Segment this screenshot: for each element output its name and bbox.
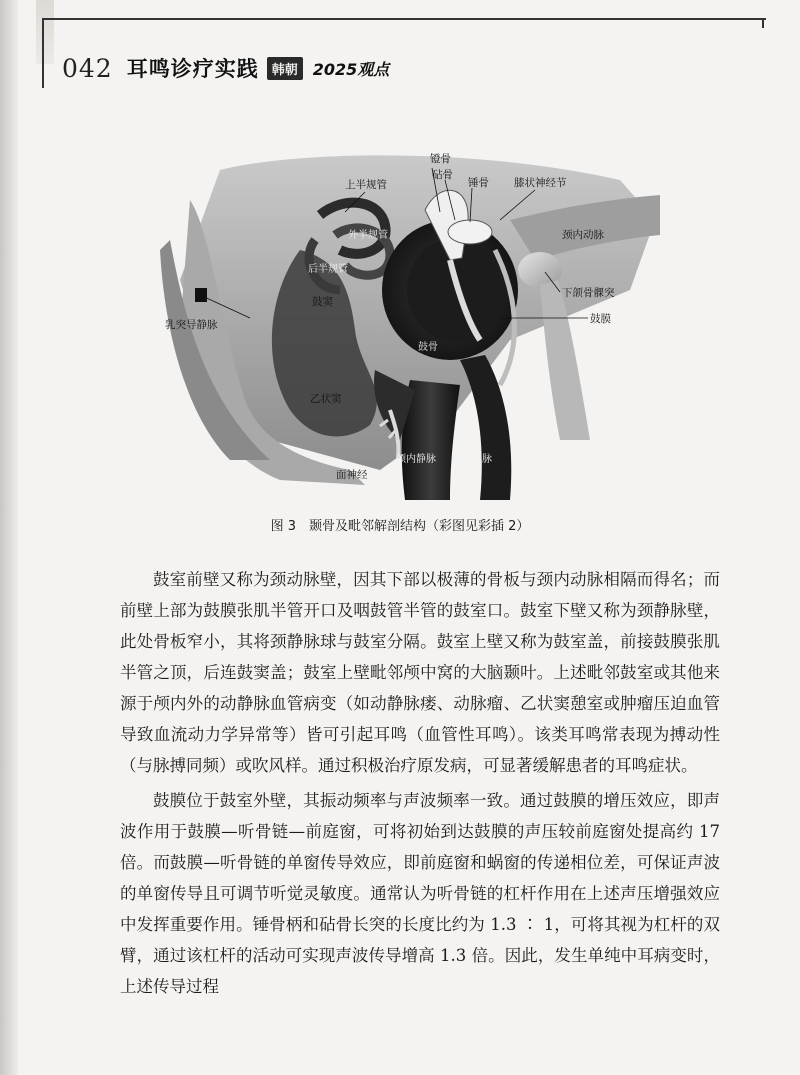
header-rule-tick (762, 18, 764, 28)
label-malleus: 锤骨 (468, 177, 489, 189)
body-text (120, 564, 720, 1006)
label-tympanic-bone: 鼓骨 (418, 342, 438, 353)
label-incus: 砧骨 (432, 169, 453, 181)
label-posterior-canal: 后半规管 (308, 264, 348, 275)
temporal-bone-illustration (150, 140, 670, 500)
label-facial-nerve: 面神经 (336, 469, 368, 481)
label-stapes: 镫骨 (430, 153, 451, 165)
anatomy-figure (150, 140, 670, 500)
scan-edge (0, 0, 18, 1075)
label-antrum: 鼓窦 (312, 296, 333, 308)
label-carotid-artery-top: 颈内动脉 (562, 229, 604, 241)
author-badge: 韩朝 (267, 57, 303, 80)
edition-label: 2025观点 (312, 59, 390, 79)
corner-decoration (36, 0, 54, 64)
label-condyle: 下颌骨髁突 (562, 287, 615, 299)
label-mastoid-emissary-vein: 乳突导静脉 (165, 319, 218, 331)
running-header (62, 48, 389, 88)
header-rule (42, 18, 766, 20)
label-tympanic-membrane: 鼓膜 (590, 313, 611, 325)
book-title: 耳鸣诊疗实践 (126, 57, 259, 81)
page-number: 042 (62, 53, 113, 83)
label-carotid-artery-bottom: 颈内动脉 (452, 454, 492, 465)
paragraph: 鼓室前壁又称为颈动脉壁，因其下部以极薄的骨板与颈内动脉相隔而得名；而前壁上部为鼓膜张肌半管开口及咽鼓管半管的鼓室口。鼓室下壁又称为颈静脉壁，此处骨板窄小，其将颈静脉球与鼓室分隔。鼓室上壁又称为鼓室盖，前接鼓膜张肌半管之顶，后连鼓窦盖；鼓室上壁毗邻颅中窝的大脑颞叶。上述毗邻鼓室或其他来源于颅内外的动静脉血管病变（如动静脉瘘、动脉瘤、乙状窦憩室或肿瘤压迫血管导致血流动力学异常等）皆可引起耳鸣（血管性耳鸣）。该类耳鸣常表现为搏动性（与脉搏同频）或吹风样。通过积极治疗原发病，可显著缓解患者的耳鸣症状。 (120, 570, 720, 775)
paragraph: 鼓膜位于鼓室外壁，其振动频率与声波频率一致。通过鼓膜的增压效应，即声波作用于鼓膜—听骨链—前庭窗，可将初始到达鼓膜的声压较前庭窗处提高约 17 倍。而鼓膜—听骨链的单窗传导效应，即前庭窗和蜗窗的传递相位差，可保证声波的单窗传导且可调节听觉灵敏度。通常认为听骨链的杠杆作用在上述声压增强效应中发挥重要作用。锤骨柄和砧骨长突的长度比约为 1.3 ∶ 1，可将其视为杠杆的双臂，通过该杠杆的活动可实现声波传导增高 1.3 倍。因此，发生单纯中耳病变时，上述传导过程 (120, 791, 720, 996)
label-jugular-vein: 颈内静脉 (396, 454, 436, 465)
label-geniculate-ganglion: 膝状神经节 (514, 177, 567, 189)
label-sigmoid-sinus: 乙状窦 (310, 393, 342, 405)
label-lateral-canal: 外半规管 (348, 230, 388, 241)
figure-caption: 图 3 颞骨及毗邻解剖结构（彩图见彩插 2） (270, 519, 530, 534)
label-superior-canal: 上半规管 (345, 179, 387, 191)
header-vertical-rule (42, 18, 44, 88)
